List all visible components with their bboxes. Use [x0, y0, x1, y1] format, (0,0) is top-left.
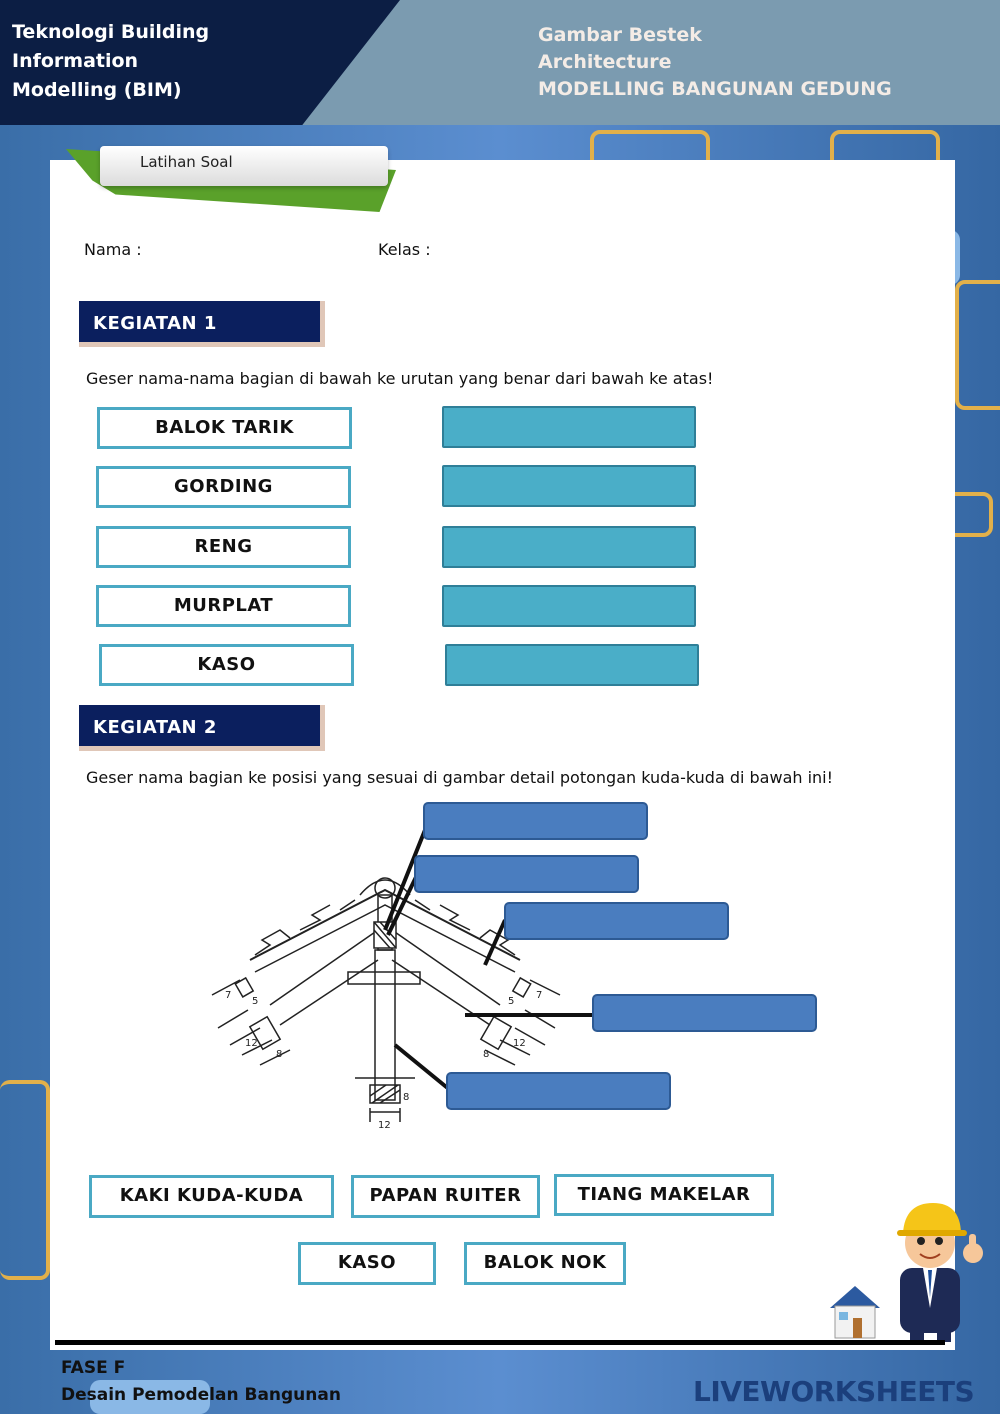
- kegiatan-2-heading: KEGIATAN 2: [79, 705, 325, 751]
- header-right-line: Gambar Bestek: [538, 24, 702, 46]
- drag-word-papan-ruiter[interactable]: PAPAN RUITER: [351, 1175, 540, 1218]
- truss-drop-slot-5[interactable]: [446, 1072, 671, 1110]
- drag-word-kaso-2[interactable]: KASO: [298, 1242, 436, 1285]
- dim-label: 7: [225, 990, 232, 1001]
- truss-drop-slot-4[interactable]: [592, 994, 817, 1032]
- footer-text: [61, 1355, 341, 1409]
- drop-slot-3[interactable]: [442, 526, 696, 568]
- decor-square: [955, 280, 1000, 410]
- engineer-mascot-illustration: [825, 1198, 995, 1343]
- drop-slot-5[interactable]: [445, 644, 699, 686]
- kegiatan-1-instruction: Geser nama-nama bagian di bawah ke urutan yang benar dari bawah ke atas!: [86, 369, 714, 388]
- drag-word-murplat[interactable]: MURPLAT: [96, 585, 351, 627]
- drag-word-reng[interactable]: RENG: [96, 526, 351, 568]
- drop-slot-1[interactable]: [442, 406, 696, 448]
- header-banner: [0, 0, 1000, 125]
- dim-label: 5: [252, 996, 259, 1007]
- dim-label: 8: [403, 1092, 410, 1103]
- drop-slot-2[interactable]: [442, 465, 696, 507]
- dim-label: 5: [508, 996, 515, 1007]
- header-left-line: Information: [12, 50, 139, 72]
- dim-label: 8: [276, 1049, 283, 1060]
- drag-word-kaki-kuda-kuda[interactable]: KAKI KUDA-KUDA: [89, 1175, 334, 1218]
- header-title-left: [12, 18, 209, 105]
- footer-divider: [55, 1340, 945, 1345]
- truss-drop-slot-2[interactable]: [414, 855, 639, 893]
- liveworksheets-logo: LIVEWORKSHEETS: [693, 1375, 975, 1408]
- nama-label: Nama :: [84, 240, 142, 259]
- truss-drop-slot-3[interactable]: [504, 902, 729, 940]
- kegiatan-2-instruction: Geser nama bagian ke posisi yang sesuai di gambar detail potongan kuda-kuda di bawah ini!: [86, 768, 834, 787]
- header-right-line: MODELLING BANGUNAN GEDUNG: [538, 78, 892, 100]
- truss-drop-slot-1[interactable]: [423, 802, 648, 840]
- drag-word-balok-nok[interactable]: BALOK NOK: [464, 1242, 626, 1285]
- footer-line-1: FASE F: [61, 1358, 126, 1378]
- drag-word-kaso[interactable]: KASO: [99, 644, 354, 686]
- dim-label: 12: [513, 1038, 526, 1049]
- decor-square: [0, 1080, 50, 1280]
- kelas-label: Kelas :: [378, 240, 431, 259]
- drag-word-gording[interactable]: GORDING: [96, 466, 351, 508]
- footer-line-2: Desain Pemodelan Bangunan: [61, 1385, 341, 1405]
- header-left-line: Teknologi Building: [12, 21, 210, 43]
- ribbon-label: Latihan Soal: [100, 146, 388, 186]
- dim-label: 7: [536, 990, 543, 1001]
- header-title-right: [538, 22, 892, 103]
- header-left-line: Modelling (BIM): [12, 79, 182, 101]
- kegiatan-1-heading: KEGIATAN 1: [79, 301, 325, 347]
- drag-word-tiang-makelar[interactable]: TIANG MAKELAR: [554, 1174, 774, 1216]
- drop-slot-4[interactable]: [442, 585, 696, 627]
- drag-word-balok-tarik[interactable]: BALOK TARIK: [97, 407, 352, 449]
- dim-label: 12: [245, 1038, 258, 1049]
- dim-label: 12: [378, 1120, 391, 1131]
- header-right-line: Architecture: [538, 51, 672, 73]
- dim-label: 8: [483, 1049, 490, 1060]
